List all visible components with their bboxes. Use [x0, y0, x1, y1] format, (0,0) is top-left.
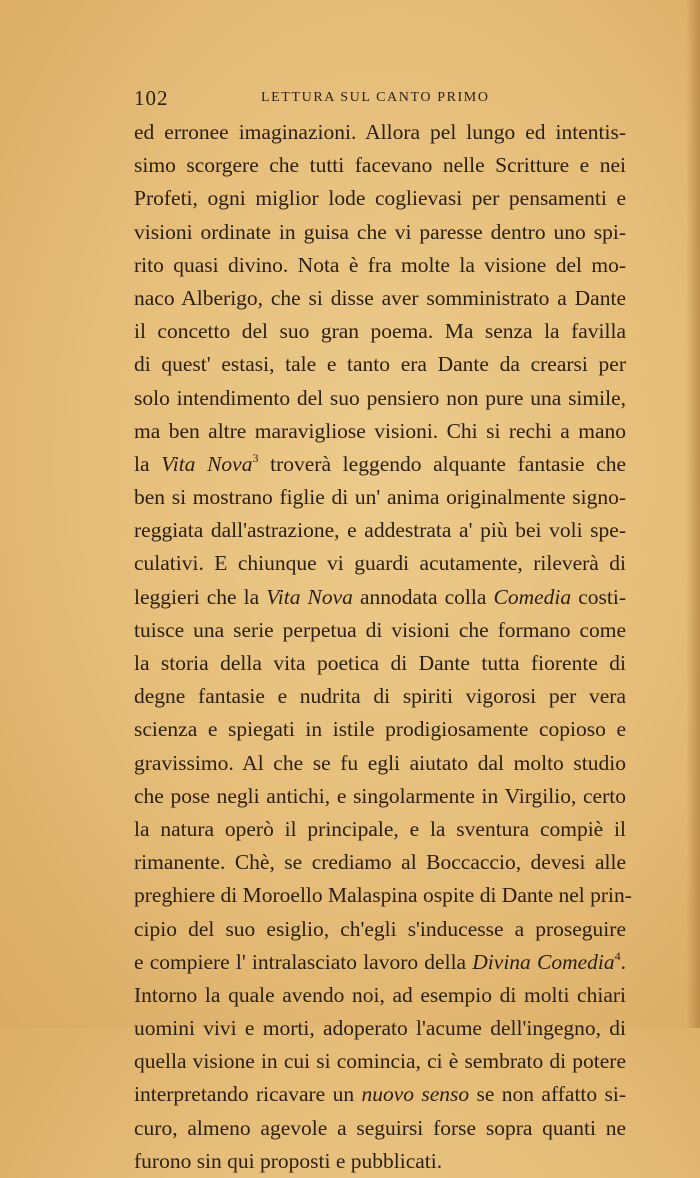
text-line	[134, 879, 632, 912]
text-segment: scienza e spiegati in istile prodigiosamente copioso e	[134, 717, 626, 742]
text-line	[134, 315, 626, 348]
text-line	[134, 216, 626, 249]
text-segment: simo scorgere che tutti facevano nelle Scritture e nei	[134, 153, 626, 178]
text-segment: .	[620, 949, 626, 974]
text-segment: gravissimo. Al che se fu egli aiutato dal molto studio	[134, 750, 626, 775]
text-segment: quella visione in cui si comincia, ci è sembrato di potere	[134, 1049, 626, 1074]
text-segment: se non affatto si-	[469, 1082, 627, 1107]
running-head: LETTURA SUL CANTO PRIMO	[261, 90, 490, 105]
text-line	[134, 1112, 626, 1145]
text-line	[134, 946, 626, 979]
text-line	[134, 647, 626, 680]
text-line	[134, 1012, 626, 1045]
text-segment: tuisce una serie perpetua di visioni che formano come	[134, 617, 626, 642]
text-line	[134, 979, 626, 1012]
text-segment: il concetto del suo gran poema. Ma senza la favilla	[134, 319, 626, 344]
text-segment: ben si mostrano figlie di un' anima originalmente signo-	[134, 485, 626, 510]
text-line	[134, 282, 626, 315]
text-line	[134, 547, 626, 580]
body-text	[134, 116, 632, 1178]
page-header	[134, 86, 624, 110]
text-line	[134, 348, 626, 381]
footnote-ref: 3	[252, 450, 259, 465]
text-segment: ma ben altre maravigliose visioni. Chi si rechi a mano	[134, 418, 626, 443]
italic-title: Vita Nova	[161, 451, 253, 476]
text-line	[134, 747, 626, 780]
text-line	[134, 1078, 626, 1111]
text-line	[134, 913, 626, 946]
text-segment: leggieri che la	[134, 584, 267, 609]
text-segment: di quest' estasi, tale e tanto era Dante da crearsi per	[134, 352, 626, 377]
page-number: 102	[134, 86, 169, 110]
text-line	[134, 1045, 626, 1078]
text-segment: rimanente. Chè, se crediamo al Boccaccio, devesi alle	[134, 850, 626, 875]
text-line	[134, 813, 626, 846]
text-segment: Profeti, ogni miglior lode coglievasi per pensamenti e	[134, 186, 626, 211]
italic-title: nuovo senso	[361, 1082, 470, 1107]
text-segment: costi-	[571, 584, 626, 609]
text-segment: solo intendimento del suo pensiero non pure una simile,	[134, 385, 626, 410]
text-line	[134, 415, 626, 448]
italic-title: Divina Comedia	[472, 949, 615, 974]
text-segment: curo, almeno agevole a seguirsi forse sopra quanti ne	[134, 1115, 626, 1140]
italic-title: Vita Nova	[266, 584, 353, 609]
text-segment: Intorno la quale avendo noi, ad esempio di molti chiari	[134, 982, 626, 1007]
text-segment: reggiata dall'astrazione, e addestrata a' più bei voli spe-	[134, 518, 626, 543]
text-line	[134, 481, 626, 514]
text-segment: rito quasi divino. Nota è fra molte la visione del mo-	[134, 252, 626, 277]
text-line	[134, 514, 626, 547]
italic-title: Comedia	[493, 584, 572, 609]
text-segment: uomini vivi e morti, adoperato l'acume dell'ingegno, di	[134, 1016, 626, 1041]
text-line	[134, 614, 626, 647]
text-line	[134, 713, 626, 746]
text-segment: degne fantasie e nudrita di spiriti vigorosi per vera	[134, 684, 626, 709]
text-segment: ed erronee imaginazioni. Allora pel lungo ed intentis-	[134, 120, 626, 144]
text-segment: la	[134, 451, 162, 476]
text-line	[134, 846, 626, 879]
text-line	[134, 116, 626, 149]
text-line	[134, 581, 626, 614]
text-line	[134, 182, 626, 215]
text-line	[134, 249, 626, 282]
text-segment: annodata colla	[352, 584, 494, 609]
text-segment: e compiere l' intralasciato lavoro della	[134, 949, 473, 974]
text-segment: furono sin qui proposti e pubblicati.	[134, 1148, 443, 1173]
text-line	[134, 680, 626, 713]
text-segment: troverà leggendo alquante fantasie che	[258, 451, 626, 476]
text-segment: interpretando ricavare un	[134, 1082, 362, 1107]
footnote-ref: 4	[614, 948, 621, 963]
page-edge-shadow	[686, 0, 700, 1028]
text-line	[134, 448, 626, 481]
text-line	[134, 149, 626, 182]
text-segment: cipio del suo esiglio, ch'egli s'inducesse a proseguire	[134, 916, 626, 941]
text-segment: la natura operò il principale, e la sventura compiè il	[134, 816, 626, 841]
text-segment: naco Alberigo, che si disse aver somministrato a Dante	[134, 285, 626, 310]
text-line	[134, 1145, 626, 1178]
text-segment: preghiere di Moroello Malaspina ospite di Dante nel prin-	[134, 883, 632, 908]
text-segment: culativi. E chiunque vi guardi acutamente, rileverà di	[134, 551, 626, 576]
text-segment: che pose negli antichi, e singolarmente in Virgilio, certo	[134, 783, 626, 808]
text-line	[134, 780, 626, 813]
text-line	[134, 382, 626, 415]
text-segment: visioni ordinate in guisa che vi paresse dentro uno spi-	[134, 219, 626, 244]
text-segment: la storia della vita poetica di Dante tutta fiorente di	[134, 651, 626, 675]
